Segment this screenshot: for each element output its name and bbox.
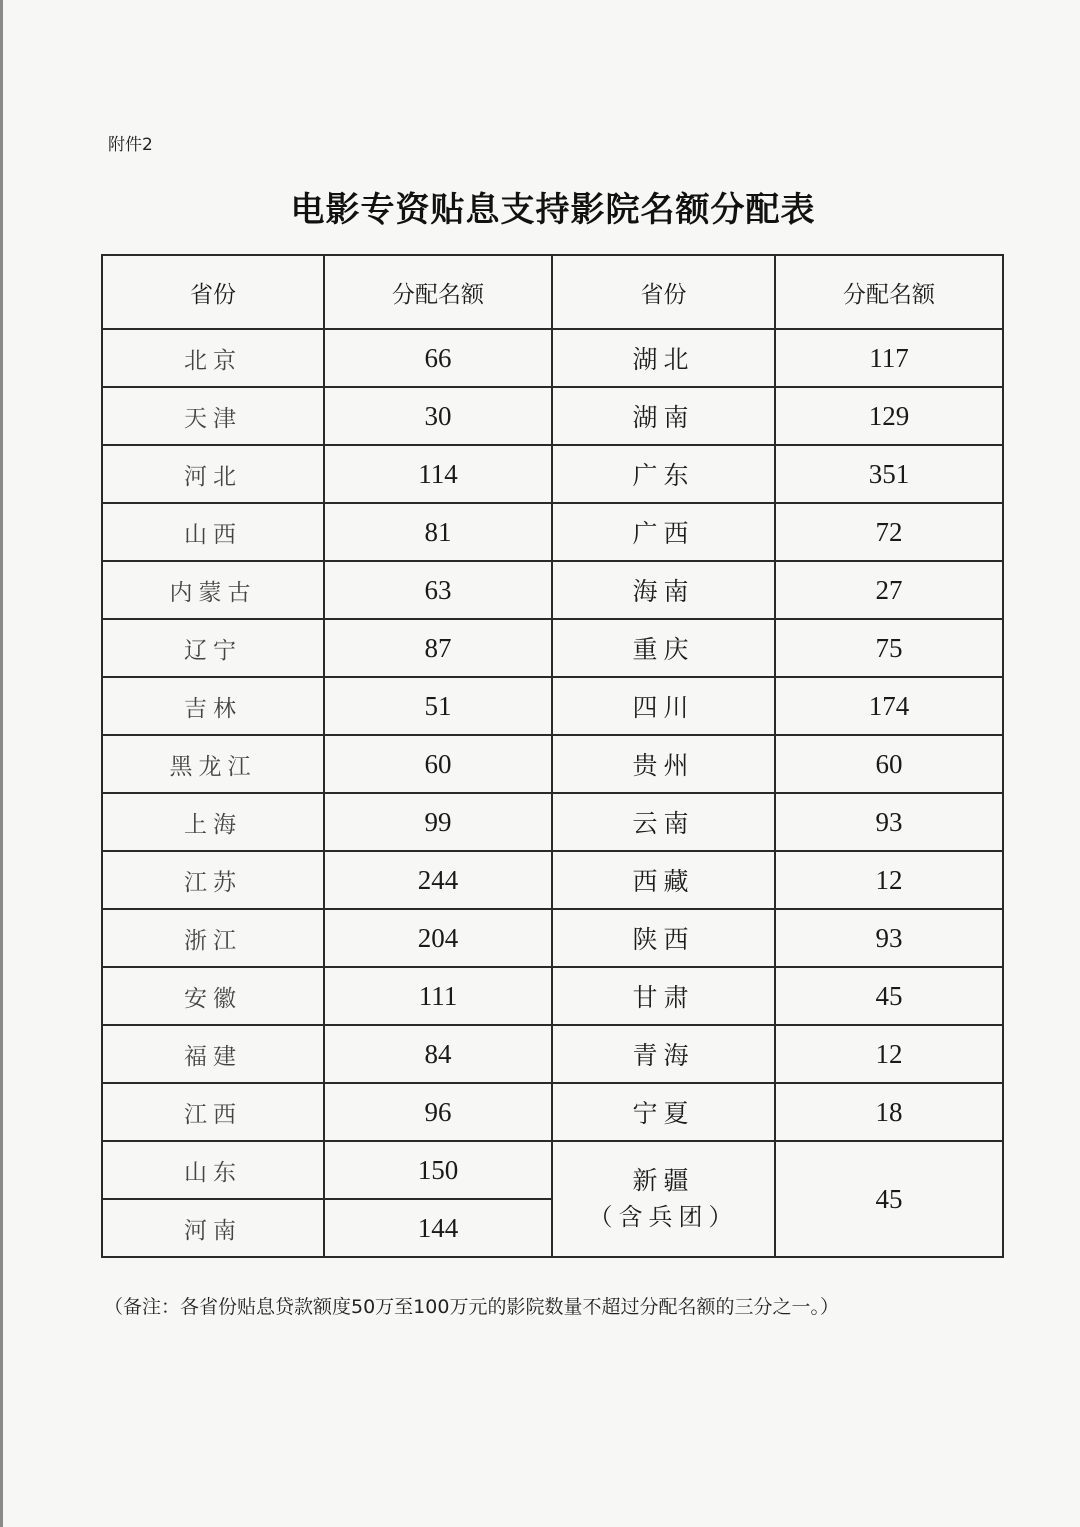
xinjiang-name: 新疆 (632, 1166, 695, 1195)
table-row (102, 909, 1003, 967)
attachment-label: 附件2 (108, 135, 153, 155)
header-province-right: 省份 (552, 255, 775, 329)
province-cell: 西藏 (552, 851, 775, 909)
quota-cell: 87 (324, 619, 552, 677)
table-row (102, 1141, 1003, 1199)
quota-cell: 117 (775, 329, 1003, 387)
quota-cell: 174 (775, 677, 1003, 735)
province-cell: 广东 (552, 445, 775, 503)
province-cell: 山东 (102, 1141, 324, 1199)
province-cell: 浙江 (102, 909, 324, 967)
table-row (102, 503, 1003, 561)
quota-cell: 96 (324, 1083, 552, 1141)
table-row (102, 793, 1003, 851)
province-cell: 山西 (102, 503, 324, 561)
quota-cell: 114 (324, 445, 552, 503)
province-cell: 福建 (102, 1025, 324, 1083)
quota-cell: 63 (324, 561, 552, 619)
province-cell: 湖北 (552, 329, 775, 387)
province-cell: 四川 (552, 677, 775, 735)
province-cell: 上海 (102, 793, 324, 851)
province-cell-xinjiang (552, 1141, 775, 1257)
quota-cell: 60 (775, 735, 1003, 793)
quota-cell: 12 (775, 851, 1003, 909)
table-row (102, 1025, 1003, 1083)
quota-cell: 18 (775, 1083, 1003, 1141)
quota-cell: 81 (324, 503, 552, 561)
province-cell: 宁夏 (552, 1083, 775, 1141)
province-cell: 北京 (102, 329, 324, 387)
table-header-row (102, 255, 1003, 329)
province-cell: 内蒙古 (102, 561, 324, 619)
province-cell: 天津 (102, 387, 324, 445)
province-cell: 安徽 (102, 967, 324, 1025)
quota-cell: 111 (324, 967, 552, 1025)
province-cell: 云南 (552, 793, 775, 851)
table-row (102, 387, 1003, 445)
quota-cell: 12 (775, 1025, 1003, 1083)
province-cell: 河北 (102, 445, 324, 503)
province-cell: 黑龙江 (102, 735, 324, 793)
quota-cell: 244 (324, 851, 552, 909)
footnote: （备注：各省份贴息贷款额度50万至100万元的影院数量不超过分配名额的三分之一。） (104, 1296, 839, 1318)
table-row (102, 329, 1003, 387)
quota-cell: 84 (324, 1025, 552, 1083)
table-row (102, 677, 1003, 735)
province-cell: 吉林 (102, 677, 324, 735)
header-quota-right: 分配名额 (775, 255, 1003, 329)
quota-cell: 51 (324, 677, 552, 735)
quota-cell: 66 (324, 329, 552, 387)
quota-cell: 72 (775, 503, 1003, 561)
quota-cell: 129 (775, 387, 1003, 445)
table-row (102, 1083, 1003, 1141)
quota-cell: 45 (775, 967, 1003, 1025)
quota-cell: 93 (775, 909, 1003, 967)
province-cell: 湖南 (552, 387, 775, 445)
quota-cell: 75 (775, 619, 1003, 677)
xinjiang-note: （含兵团） (588, 1203, 739, 1231)
quota-cell: 60 (324, 735, 552, 793)
province-cell: 广西 (552, 503, 775, 561)
quota-cell: 204 (324, 909, 552, 967)
province-cell: 河南 (102, 1199, 324, 1257)
table-row (102, 445, 1003, 503)
province-cell: 陕西 (552, 909, 775, 967)
quota-cell: 150 (324, 1141, 552, 1199)
province-cell: 甘肃 (552, 967, 775, 1025)
quota-cell: 144 (324, 1199, 552, 1257)
table-row (102, 561, 1003, 619)
document-title: 电影专资贴息支持影院名额分配表 (290, 190, 816, 230)
province-cell: 贵州 (552, 735, 775, 793)
table-row (102, 735, 1003, 793)
province-cell: 江西 (102, 1083, 324, 1141)
province-cell: 重庆 (552, 619, 775, 677)
allocation-table (101, 254, 1004, 1258)
province-cell: 江苏 (102, 851, 324, 909)
table-row (102, 619, 1003, 677)
quota-cell: 93 (775, 793, 1003, 851)
province-cell: 辽宁 (102, 619, 324, 677)
header-province-left: 省份 (102, 255, 324, 329)
table-row (102, 967, 1003, 1025)
quota-cell: 99 (324, 793, 552, 851)
table-row (102, 851, 1003, 909)
province-cell: 海南 (552, 561, 775, 619)
quota-cell: 30 (324, 387, 552, 445)
quota-cell: 27 (775, 561, 1003, 619)
header-quota-left: 分配名额 (324, 255, 552, 329)
quota-cell-xinjiang: 45 (775, 1141, 1003, 1257)
quota-cell: 351 (775, 445, 1003, 503)
province-cell: 青海 (552, 1025, 775, 1083)
